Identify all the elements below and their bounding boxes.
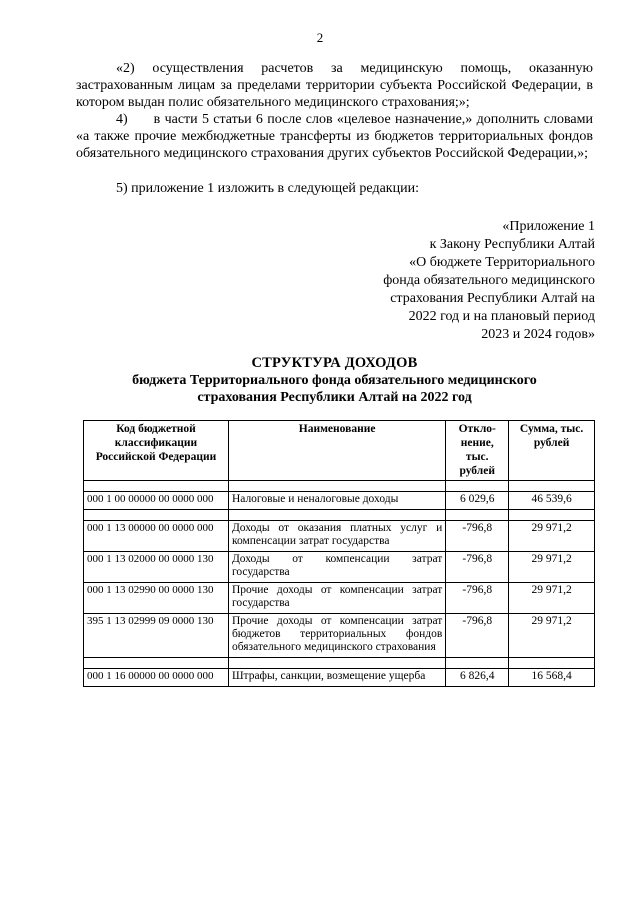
header-deviation: Откло-нение, тыс. рублей [446,421,509,481]
cell-sum: 16 568,4 [509,669,595,687]
title-subtitle: страхования Республики Алтай на 2022 год [197,390,472,405]
table-row [84,521,595,552]
cell-sum: 29 971,2 [509,552,595,583]
appendix-line: 2022 год и на плановый период [408,309,595,324]
page-number: 2 [316,30,324,45]
cell-deviation: -796,8 [446,583,509,614]
document-title [76,355,593,406]
cell-sum: 29 971,2 [509,583,595,614]
header-code: Код бюджетной классификации Российской Федерации [84,421,229,481]
cell-code: 000 1 13 00000 00 0000 000 [84,521,229,552]
paragraph-item-5: 5) приложение 1 изложить в следующей редакции: [116,181,419,196]
table-spacer [84,510,595,521]
cell-sum: 29 971,2 [509,521,595,552]
item-text: в части 5 статьи 6 после слов «целевое назначение,» дополнить словами «а также прочие межбюджетные трансферты из бюджетов территориальных фондов обязательного медицинского страхования других субъектов Российской Федерации,»; [76,112,593,161]
cell-sum: 46 539,6 [509,492,595,510]
appendix-caption [383,218,595,344]
cell-deviation: 6 826,4 [446,669,509,687]
cell-name: Прочие доходы от компенсации затрат государства [228,583,445,614]
revenue-table [83,420,595,687]
appendix-line: 2023 и 2024 годов» [481,327,595,342]
cell-code: 000 1 13 02990 00 0000 130 [84,583,229,614]
header-name: Наименование [228,421,445,481]
appendix-line: «О бюджете Территориального [409,255,595,270]
cell-name: Доходы от компенсации затрат государства [228,552,445,583]
table-row [84,669,595,687]
table-row [84,552,595,583]
table-spacer [84,481,595,492]
paragraph-item-2: «2) осуществления расчетов за медицинскую помощь, оказанную застрахованным лицам за пределами территории субъекта Российской Федерации, в котором выдан полис обязательного медицинского страхования;»; [76,61,593,110]
cell-deviation: -796,8 [446,521,509,552]
cell-code: 000 1 13 02000 00 0000 130 [84,552,229,583]
item-number: 4) [116,112,128,127]
title-subtitle: бюджета Территориального фонда обязательного медицинского [132,373,537,388]
title-main: СТРУКТУРА ДОХОДОВ [251,355,418,371]
table-header-row [84,421,595,481]
cell-code: 000 1 00 00000 00 0000 000 [84,492,229,510]
cell-code: 395 1 13 02999 09 0000 130 [84,614,229,658]
cell-name: Прочие доходы от компенсации затрат бюджетов территориальных фондов обязательного медицинского страхования [228,614,445,658]
table-row [84,583,595,614]
appendix-line: «Приложение 1 [502,219,595,234]
cell-name: Доходы от оказания платных услуг и компенсации затрат государства [228,521,445,552]
table-row [84,614,595,658]
cell-code: 000 1 16 00000 00 0000 000 [84,669,229,687]
cell-deviation: 6 029,6 [446,492,509,510]
appendix-line: фонда обязательного медицинского [383,273,595,288]
cell-name: Налоговые и неналоговые доходы [228,492,445,510]
header-sum: Сумма, тыс. рублей [509,421,595,481]
table-row [84,492,595,510]
cell-sum: 29 971,2 [509,614,595,658]
appendix-line: к Закону Республики Алтай [429,237,595,252]
appendix-line: страхования Республики Алтай на [390,291,595,306]
cell-deviation: -796,8 [446,614,509,658]
cell-name: Штрафы, санкции, возмещение ущерба [228,669,445,687]
paragraph-item-4 [76,111,593,162]
table-spacer [84,658,595,669]
cell-deviation: -796,8 [446,552,509,583]
